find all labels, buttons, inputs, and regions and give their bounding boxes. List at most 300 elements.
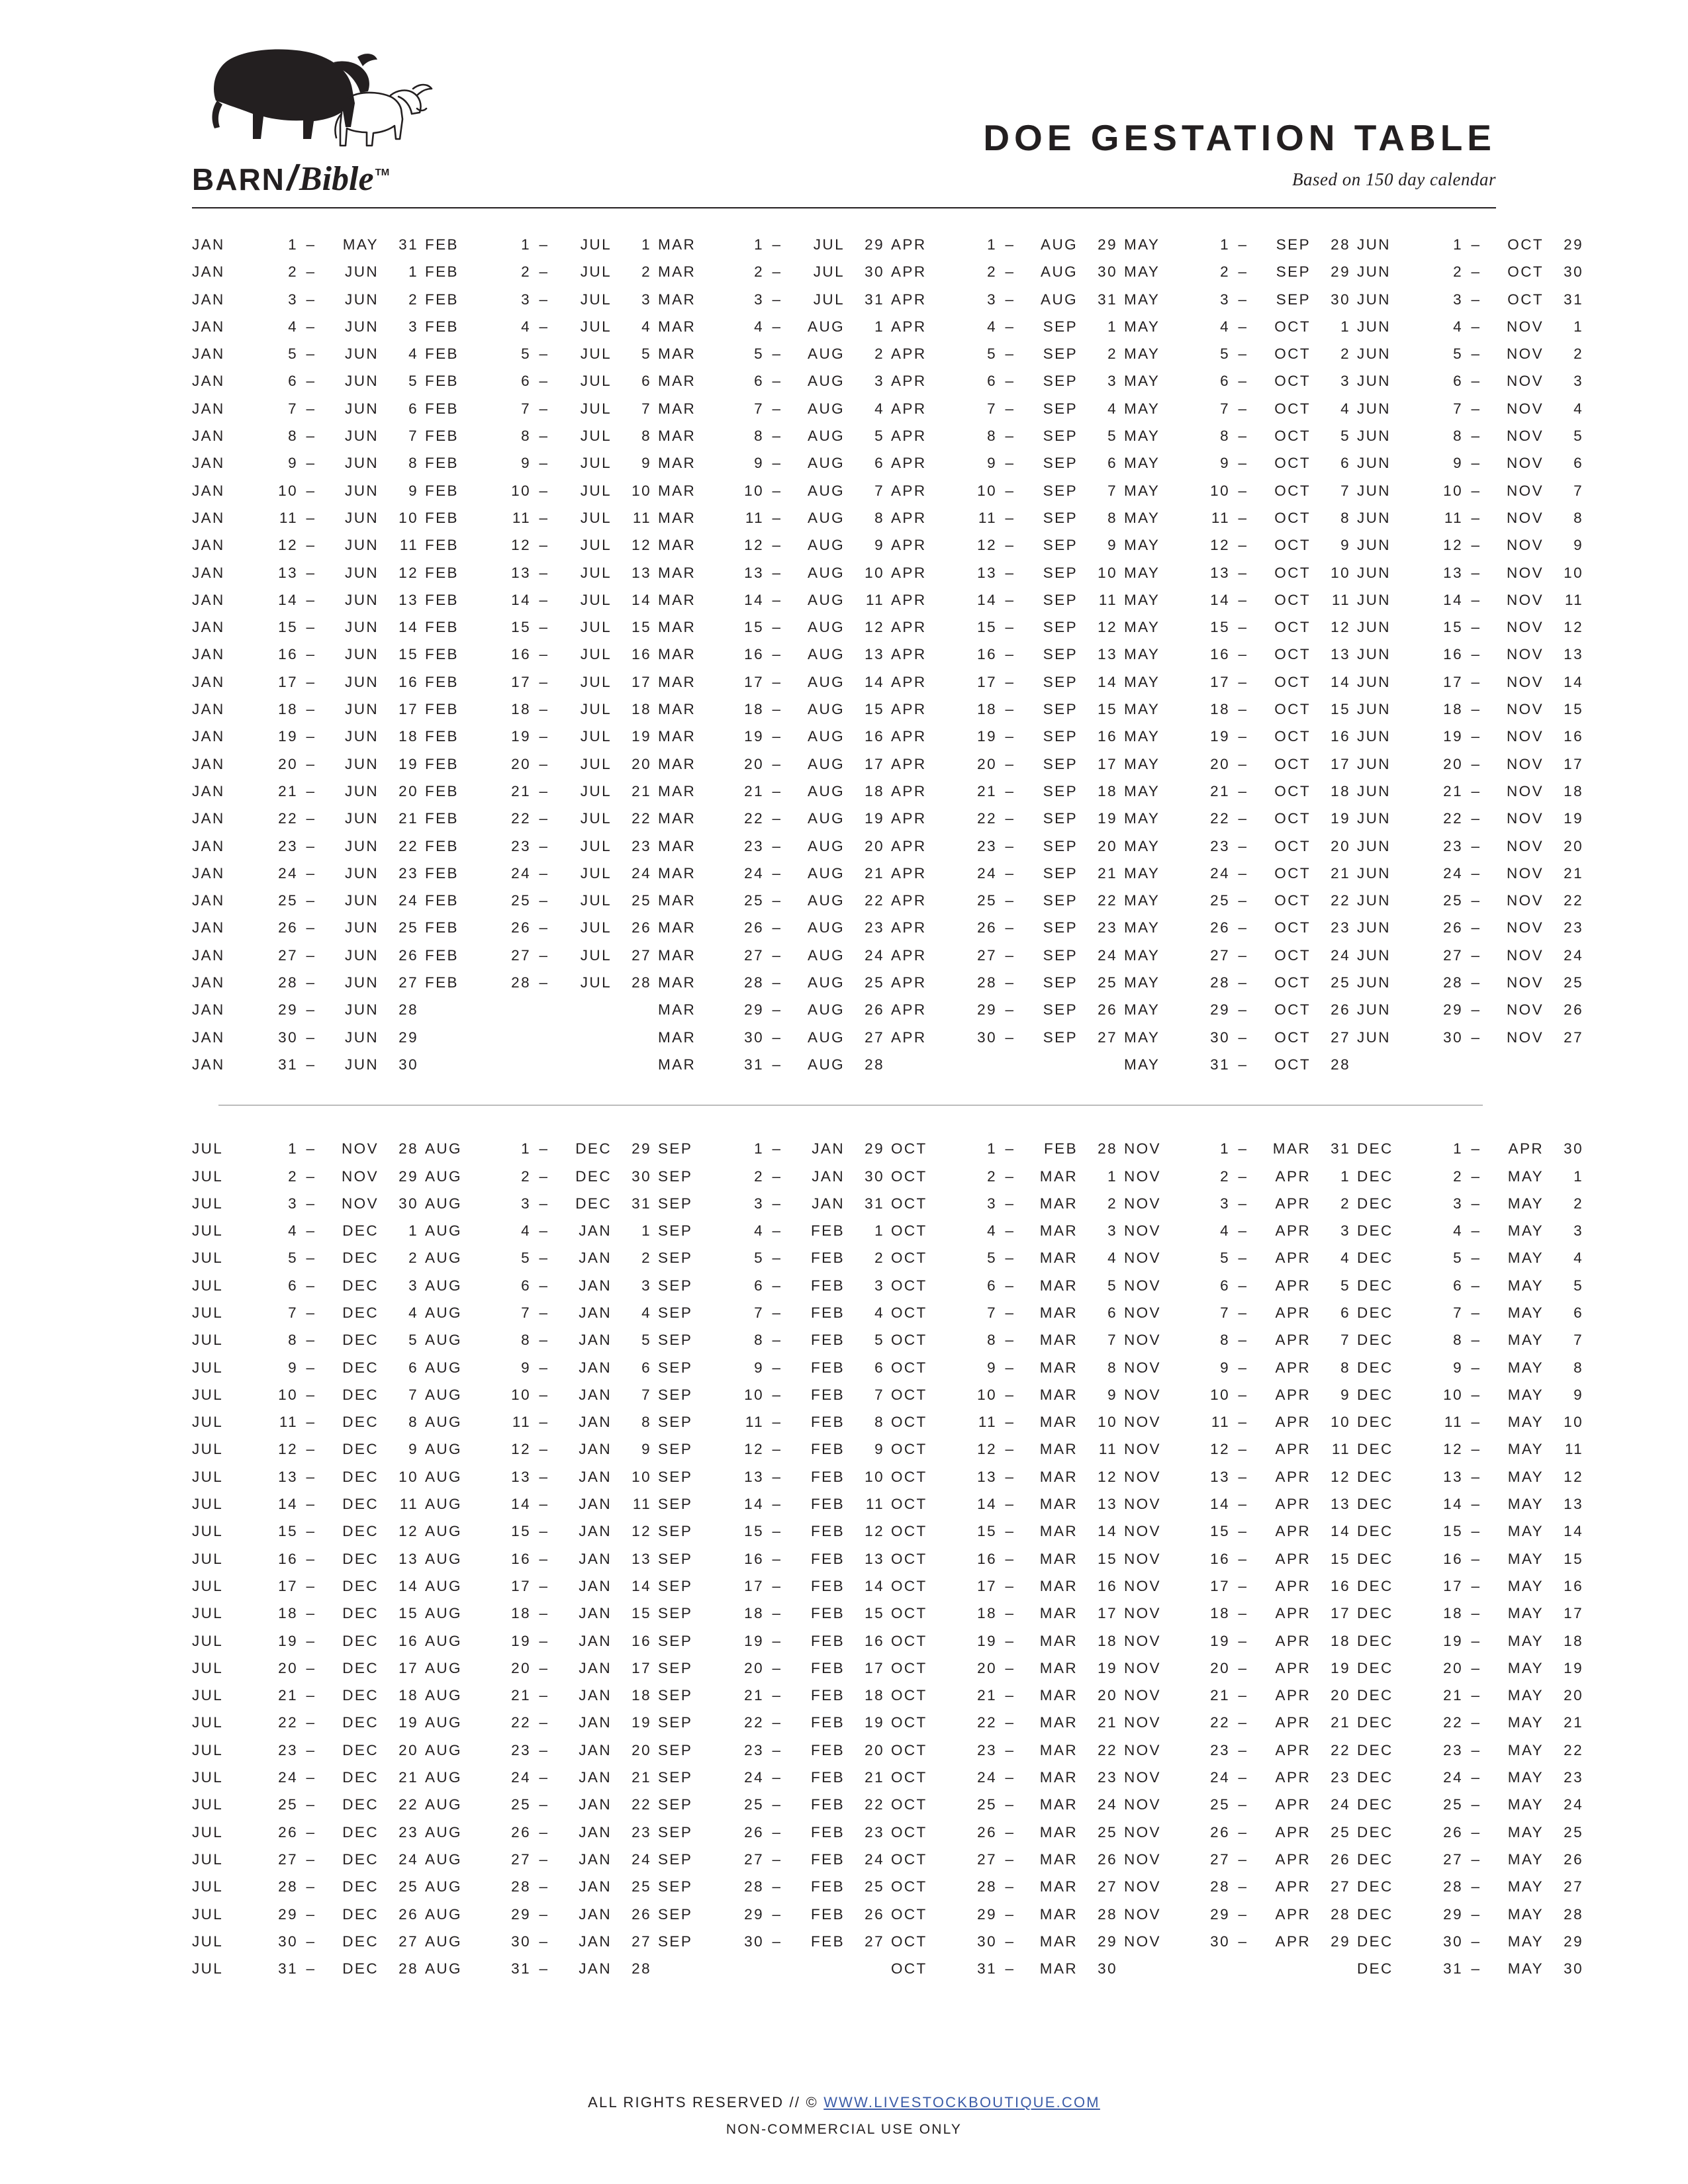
range-dash: – (539, 428, 549, 445)
due-day: 15 (1331, 1550, 1350, 1567)
bred-day: 5 (521, 345, 531, 363)
bred-day: 26 (278, 1823, 298, 1841)
month-column-jan (192, 231, 425, 1078)
bred-day: 16 (511, 1550, 531, 1567)
due-month: MAY (1507, 1960, 1544, 1978)
range-dash: – (539, 892, 549, 909)
range-dash: – (306, 701, 316, 718)
table-row (891, 1163, 1117, 1190)
range-dash: – (1471, 1632, 1481, 1649)
due-month: JAN (579, 1632, 612, 1649)
bred-month: APR (891, 755, 927, 772)
bred-month: JAN (192, 919, 225, 936)
bred-month: OCT (891, 1796, 927, 1813)
bred-day: 3 (754, 291, 764, 308)
table-row (658, 1408, 884, 1435)
due-month: NOV (342, 1167, 379, 1185)
table-row (658, 586, 884, 614)
due-day: 3 (1573, 373, 1583, 390)
bred-day: 27 (1443, 946, 1463, 964)
due-day: 29 (1098, 236, 1117, 253)
table-row (1357, 942, 1583, 969)
bred-day: 30 (977, 1028, 997, 1046)
due-day: 28 (1098, 1905, 1117, 1923)
range-dash: – (306, 455, 316, 472)
range-dash: – (539, 1195, 549, 1212)
due-day: 4 (1340, 400, 1350, 417)
due-month: JUL (580, 864, 612, 882)
bred-day: 7 (987, 1304, 997, 1321)
table-row (658, 1901, 884, 1928)
bred-day: 25 (1210, 892, 1230, 909)
bred-month: JUL (192, 1496, 224, 1513)
due-month: FEB (811, 1250, 845, 1267)
bred-day: 14 (744, 591, 764, 608)
due-month: JUL (580, 619, 612, 636)
due-month: APR (1275, 1632, 1311, 1649)
table-row (1124, 1326, 1350, 1353)
bred-day: 16 (977, 646, 997, 663)
due-day: 11 (632, 1496, 651, 1513)
bred-day: 10 (977, 1386, 997, 1403)
range-dash: – (1471, 919, 1481, 936)
table-row (425, 1955, 651, 1982)
table-row (192, 942, 418, 969)
due-month: OCT (1274, 701, 1311, 718)
table-row (658, 1381, 884, 1408)
bred-month: NOV (1124, 1605, 1161, 1622)
due-month: NOV (1507, 728, 1544, 745)
due-day: 31 (865, 291, 884, 308)
table-row (1124, 996, 1350, 1023)
bred-day: 28 (278, 1878, 298, 1895)
bred-day: 9 (1453, 455, 1463, 472)
bred-day: 21 (977, 1687, 997, 1704)
table-row (1124, 1873, 1350, 1900)
range-dash: – (1238, 236, 1248, 253)
bred-day: 5 (987, 1250, 997, 1267)
table-row (192, 1408, 418, 1435)
bred-month: JUN (1357, 263, 1391, 281)
bred-day: 7 (1453, 1304, 1463, 1321)
table-row (1124, 1381, 1350, 1408)
table-row (425, 1682, 651, 1709)
bred-month: NOV (1124, 1933, 1161, 1950)
due-month: SEP (1043, 1028, 1078, 1046)
due-month: JAN (579, 1277, 612, 1294)
due-day: 19 (1564, 1659, 1583, 1676)
bred-month: JUN (1357, 892, 1391, 909)
table-row (1124, 504, 1350, 531)
bred-day: 24 (1443, 1769, 1463, 1786)
bred-month: DEC (1357, 1167, 1393, 1185)
bred-day: 28 (744, 1878, 764, 1895)
due-month: JAN (812, 1167, 845, 1185)
due-day: 9 (1107, 537, 1117, 554)
bred-month: NOV (1124, 1468, 1161, 1485)
month-column-apr (891, 231, 1124, 1078)
bred-day: 15 (1210, 1523, 1230, 1540)
due-month: MAR (1039, 1414, 1078, 1431)
bred-month: SEP (658, 1386, 693, 1403)
table-row (891, 231, 1117, 258)
bred-day: 28 (511, 1878, 531, 1895)
bred-day: 15 (977, 619, 997, 636)
table-row (425, 1381, 651, 1408)
table-row (1124, 614, 1350, 641)
table-row (658, 887, 884, 914)
table-row (425, 1901, 651, 1928)
table-row (1124, 1791, 1350, 1818)
wordmark-slash-icon: / (283, 158, 303, 198)
due-day: 2 (1107, 345, 1117, 363)
range-dash: – (1238, 1167, 1248, 1185)
due-month: MAR (1039, 1850, 1078, 1868)
bred-month: MAR (658, 892, 696, 909)
bred-day: 2 (987, 263, 997, 281)
due-day: 15 (632, 619, 651, 636)
range-dash: – (539, 946, 549, 964)
bred-month: MAR (658, 755, 696, 772)
due-month: AUG (808, 1001, 845, 1019)
bred-month: DEC (1357, 1140, 1393, 1158)
bred-month: JUL (192, 1687, 224, 1704)
range-dash: – (306, 537, 316, 554)
due-month: OCT (1274, 564, 1311, 581)
due-day: 10 (399, 509, 418, 526)
due-month: FEB (811, 1468, 845, 1485)
due-month: MAY (1507, 1550, 1544, 1567)
bred-month: JUL (192, 1933, 224, 1950)
table-row (425, 1928, 651, 1955)
table-row (1124, 887, 1350, 914)
due-day: 17 (865, 1659, 884, 1676)
bred-month: JUL (192, 1823, 224, 1841)
bred-month: MAY (1124, 428, 1160, 445)
due-day: 1 (1573, 318, 1583, 335)
bred-month: JAN (192, 646, 225, 663)
due-month: JUL (580, 701, 612, 718)
table-row (1124, 1490, 1350, 1518)
bred-day: 9 (754, 455, 764, 472)
bred-day: 26 (1210, 1823, 1230, 1841)
range-dash: – (1005, 373, 1015, 390)
bred-day: 7 (521, 400, 531, 417)
due-month: DEC (342, 1796, 379, 1813)
due-day: 9 (1107, 1386, 1117, 1403)
due-month: JAN (579, 1523, 612, 1540)
bred-month: JUN (1357, 810, 1391, 827)
range-dash: – (772, 1933, 782, 1950)
range-dash: – (306, 919, 316, 936)
website-link[interactable]: WWW.LIVESTOCKBOUTIQUE.COM (823, 2094, 1100, 2111)
bred-month: MAY (1124, 755, 1160, 772)
due-day: 10 (1331, 564, 1350, 581)
due-month: JAN (579, 1414, 612, 1431)
due-month: NOV (1507, 345, 1544, 363)
due-day: 24 (399, 892, 418, 909)
due-month: OCT (1274, 810, 1311, 827)
due-day: 17 (1564, 755, 1583, 772)
range-dash: – (306, 1001, 316, 1019)
due-day: 5 (408, 1332, 418, 1349)
range-dash: – (1238, 701, 1248, 718)
range-dash: – (1005, 1823, 1015, 1841)
bred-month: DEC (1357, 1823, 1393, 1841)
due-month: APR (1275, 1687, 1311, 1704)
due-month: JUN (345, 619, 379, 636)
bred-day: 24 (1210, 1769, 1230, 1786)
due-day: 15 (1564, 701, 1583, 718)
due-day: 27 (1098, 1878, 1117, 1895)
due-day: 19 (1098, 1659, 1117, 1676)
table-row (891, 313, 1117, 340)
due-month: JUL (580, 591, 612, 608)
bred-day: 13 (1210, 564, 1230, 581)
bred-month: JAN (192, 428, 225, 445)
table-row (1124, 723, 1350, 750)
bred-month: SEP (658, 1250, 693, 1267)
table-row (1124, 641, 1350, 668)
range-dash: – (1005, 591, 1015, 608)
due-day: 1 (1573, 1167, 1583, 1185)
bred-month: MAR (658, 810, 696, 827)
bred-month: JUL (192, 1550, 224, 1567)
due-day: 18 (1564, 1632, 1583, 1649)
bred-month: JUN (1357, 236, 1391, 253)
table-row (658, 1737, 884, 1764)
range-dash: – (539, 1550, 549, 1567)
bred-month: FEB (425, 373, 459, 390)
due-day: 28 (1331, 1056, 1350, 1073)
table-row (425, 914, 651, 941)
bred-month: DEC (1357, 1386, 1393, 1403)
table-row (658, 860, 884, 887)
bred-day: 27 (1443, 1850, 1463, 1868)
bred-day: 7 (754, 400, 764, 417)
bred-day: 29 (744, 1905, 764, 1923)
bred-day: 3 (754, 1195, 764, 1212)
table-row (1124, 668, 1350, 696)
due-day: 13 (399, 591, 418, 608)
table-row (1357, 1764, 1583, 1791)
due-month: JAN (579, 1687, 612, 1704)
bred-day: 2 (754, 263, 764, 281)
bred-month: MAY (1124, 782, 1160, 799)
due-day: 3 (1573, 1222, 1583, 1240)
table-row (425, 477, 651, 504)
due-month: MAY (1507, 1878, 1544, 1895)
bred-day: 9 (987, 1359, 997, 1376)
due-day: 23 (399, 1823, 418, 1841)
range-dash: – (772, 1195, 782, 1212)
table-row (891, 286, 1117, 313)
due-month: FEB (811, 1550, 845, 1567)
due-month: FEB (811, 1850, 845, 1868)
due-day: 15 (1564, 1550, 1583, 1567)
bred-day: 11 (1444, 1414, 1463, 1431)
due-day: 24 (399, 1850, 418, 1868)
due-day: 23 (399, 864, 418, 882)
due-day: 5 (408, 373, 418, 390)
due-day: 25 (1331, 1823, 1350, 1841)
bred-month: AUG (425, 1414, 462, 1431)
bred-day: 22 (278, 1714, 298, 1731)
bred-day: 4 (987, 318, 997, 335)
bred-month: MAY (1124, 482, 1160, 499)
due-month: SEP (1043, 673, 1078, 690)
due-day: 2 (1340, 345, 1350, 363)
bred-day: 5 (987, 345, 997, 363)
brand-logo (192, 40, 457, 198)
due-day: 14 (865, 673, 884, 690)
table-row (192, 559, 418, 586)
due-day: 10 (1331, 1414, 1350, 1431)
bred-month: OCT (891, 1222, 927, 1240)
bred-month: JUL (192, 1468, 224, 1485)
range-dash: – (1005, 345, 1015, 363)
range-dash: – (539, 1468, 549, 1485)
range-dash: – (772, 1850, 782, 1868)
table-row (425, 1572, 651, 1600)
table-row (658, 751, 884, 778)
table-row (425, 313, 651, 340)
table-row (192, 504, 418, 531)
due-day: 17 (1098, 755, 1117, 772)
range-dash: – (539, 537, 549, 554)
due-day: 19 (1331, 810, 1350, 827)
bred-month: OCT (891, 1277, 927, 1294)
bred-day: 16 (744, 1550, 764, 1567)
bred-day: 8 (754, 428, 764, 445)
due-month: FEB (811, 1741, 845, 1758)
table-row (425, 1600, 651, 1627)
due-day: 24 (1098, 946, 1117, 964)
bred-month: AUG (425, 1441, 462, 1458)
bred-day: 3 (1453, 291, 1463, 308)
range-dash: – (1238, 564, 1248, 581)
bred-month: JUL (192, 1195, 224, 1212)
bred-month: JAN (192, 400, 225, 417)
bred-day: 14 (1210, 591, 1230, 608)
due-month: JUL (580, 919, 612, 936)
due-day: 12 (1564, 619, 1583, 636)
month-column-may (1124, 231, 1357, 1078)
bred-month: JAN (192, 591, 225, 608)
due-month: JUL (580, 455, 612, 472)
bred-day: 19 (511, 728, 531, 745)
due-month: JAN (579, 1441, 612, 1458)
due-day: 20 (399, 782, 418, 799)
due-day: 5 (641, 1332, 651, 1349)
table-row (1357, 340, 1583, 367)
due-day: 14 (865, 1577, 884, 1594)
range-dash: – (1238, 1332, 1248, 1349)
due-day: 27 (1098, 1028, 1117, 1046)
bred-day: 11 (512, 1414, 531, 1431)
due-month: JAN (579, 1659, 612, 1676)
range-dash: – (1471, 1687, 1481, 1704)
bred-day: 23 (278, 1741, 298, 1758)
bred-day: 23 (511, 1741, 531, 1758)
bred-month: MAR (658, 373, 696, 390)
table-row (658, 942, 884, 969)
due-month: SEP (1043, 864, 1078, 882)
bred-day: 17 (1210, 1577, 1230, 1594)
table-row (1357, 1572, 1583, 1600)
table-row (1124, 1627, 1350, 1655)
due-month: JAN (579, 1714, 612, 1731)
due-day: 30 (1098, 263, 1117, 281)
due-day: 17 (399, 1659, 418, 1676)
table-row (1124, 1572, 1350, 1600)
range-dash: – (1005, 1468, 1015, 1485)
due-month: NOV (1507, 400, 1544, 417)
due-month: NOV (342, 1140, 379, 1158)
bred-month: JAN (192, 537, 225, 554)
range-dash: – (1238, 1687, 1248, 1704)
bred-day: 11 (279, 1414, 298, 1431)
bred-month: JAN (192, 373, 225, 390)
bred-day: 19 (1210, 1632, 1230, 1649)
due-day: 19 (1098, 810, 1117, 827)
due-month: JUL (580, 673, 612, 690)
bred-month: SEP (658, 1905, 693, 1923)
range-dash: – (1005, 1359, 1015, 1376)
bred-day: 19 (1443, 1632, 1463, 1649)
range-dash: – (1238, 400, 1248, 417)
range-dash: – (306, 1960, 316, 1978)
due-day: 11 (399, 537, 418, 554)
due-day: 11 (1331, 591, 1350, 608)
range-dash: – (772, 1605, 782, 1622)
due-month: MAR (1039, 1714, 1078, 1731)
bred-day: 13 (1443, 1468, 1463, 1485)
bred-month: JUL (192, 1359, 224, 1376)
bred-day: 27 (977, 1850, 997, 1868)
due-day: 26 (399, 1905, 418, 1923)
range-dash: – (306, 373, 316, 390)
due-month: DEC (342, 1250, 379, 1267)
range-dash: – (772, 782, 782, 799)
range-dash: – (1471, 974, 1481, 991)
range-dash: – (1238, 1414, 1248, 1431)
due-month: SEP (1043, 373, 1078, 390)
bred-day: 4 (1453, 1222, 1463, 1240)
range-dash: – (306, 1304, 316, 1321)
bred-month: JAN (192, 974, 225, 991)
due-month: JAN (579, 1605, 612, 1622)
due-month: MAR (1039, 1823, 1078, 1841)
range-dash: – (1238, 1741, 1248, 1758)
due-month: JUN (345, 892, 379, 909)
table-row (1357, 1901, 1583, 1928)
bred-month: APR (891, 673, 927, 690)
due-day: 30 (399, 1195, 418, 1212)
bred-day: 9 (987, 455, 997, 472)
due-day: 22 (1098, 892, 1117, 909)
range-dash: – (772, 1001, 782, 1019)
bred-day: 17 (744, 1577, 764, 1594)
range-dash: – (772, 236, 782, 253)
title-block (983, 116, 1496, 195)
range-dash: – (539, 701, 549, 718)
due-day: 3 (1340, 1222, 1350, 1240)
table-row (425, 942, 651, 969)
table-row (891, 1518, 1117, 1545)
bred-day: 1 (987, 1140, 997, 1158)
bred-day: 23 (511, 837, 531, 854)
